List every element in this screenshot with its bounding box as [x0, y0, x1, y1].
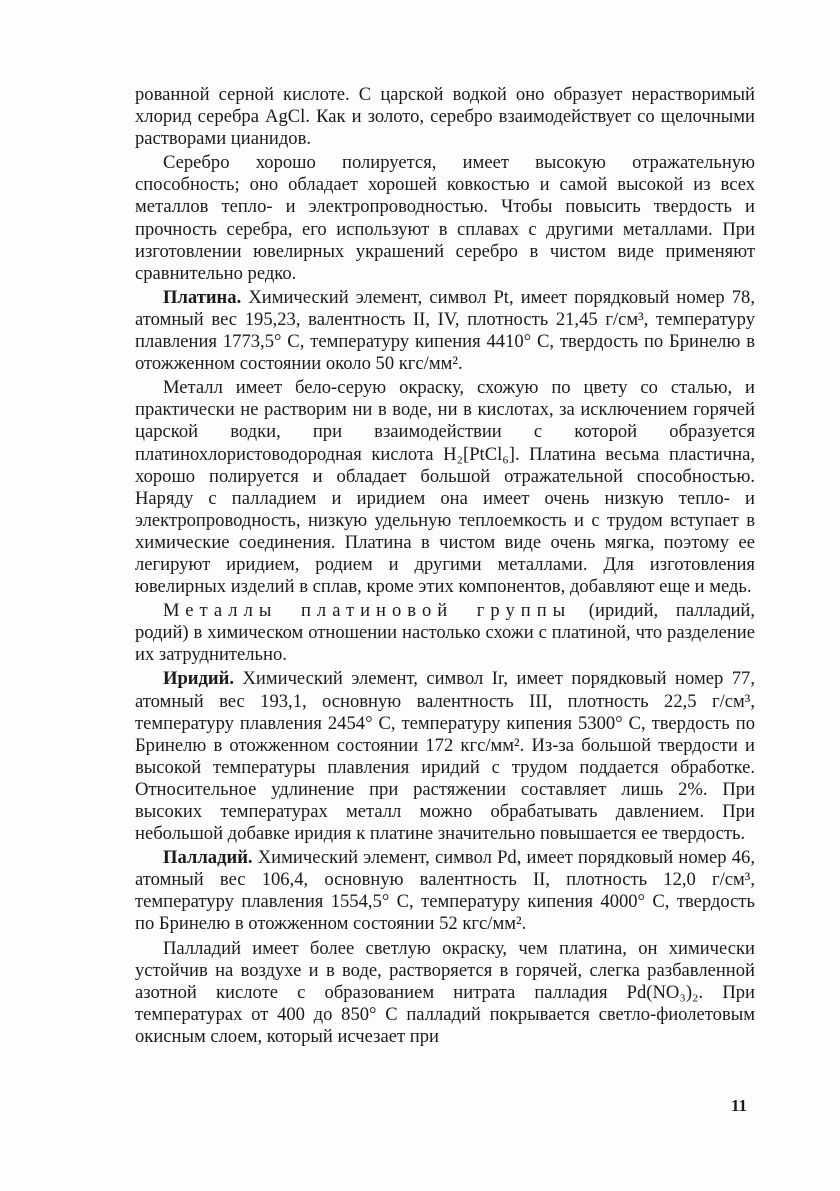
paragraph-platinum-properties: Металл имеет бело-серую окраску, схожую по цвету со сталью, и практически не растворим ни в воде, ни в кислотах, за исключением горячей царской водки, при взаимодействии с которой образуется платинохлористоводородная кислота H₂[PtCl₆]. Платина весьма пластична, хорошо полируется и обладает большой отражательной способностью. Наряду с палладием и иридием она имеет очень низкую тепло- и электропроводность, низкую удельную теплоемкость и с трудом вступает в химические соединения. Платина в чистом виде очень мягка, поэтому ее легируют иридием, родием и другими металлами. Для изготовления ювелирных изделий в сплав, кроме этих компонентов, добавляют еще и медь.	[135, 377, 755, 598]
paragraph-iridium: Иридий. Химический элемент, символ Ir, имеет порядковый номер 77, атомный вес 193,1, основную валентность III, плотность 22,5 г/см³, температуру плавления 2454° С, температуру кипения 5300° С, твердость по Бринелю в отожженном состоянии 172 кгс/мм². Из-за большой твердости и высокой температуры плавления иридий с трудом поддается обработке. Относительное удлинение при растяжении составляет лишь 2%. При высоких температурах металл можно обрабатывать давлением. При небольшой добавке иридия к платине значительно повышается ее твердость.	[135, 668, 755, 845]
term-platinum-group: Металлы платиновой группы	[163, 600, 572, 622]
term-palladium: Палладий.	[163, 847, 253, 869]
body-text	[135, 84, 755, 1048]
paragraph-silver-properties: Серебро хорошо полируется, имеет высокую отражательную способность; оно обладает хорошей ковкостью и самой высокой из всех металлов тепло- и электропроводностью. Чтобы повысить твердость и прочность серебра, его используют в сплавах с другими металлами. При изготовлении ювелирных украшений серебро в чистом виде применяют сравнительно редко.	[135, 152, 755, 284]
paragraph-palladium-properties: Палладий имеет более светлую окраску, чем платина, он химически устойчив на воздухе и в воде, растворяется в горячей, слегка разбавленной азотной кислоте с образованием нитрата палладия Pd(NO₃)₂. При температурах от 400 до 850° С палладий покрывается светло-фиолетовым окисным слоем, который исчезает при	[135, 937, 755, 1047]
term-iridium: Иридий.	[163, 668, 234, 690]
paragraph-platinum-data: Платина. Химический элемент, символ Pt, имеет порядковый номер 78, атомный вес 195,23, валентность II, IV, плотность 21,45 г/см³, температуру плавления 1773,5° С, температуру кипения 4410° С, твердость по Бринелю в отожженном состоянии около 50 кгс/мм².	[135, 286, 755, 375]
page-number: 11	[731, 1096, 748, 1115]
paragraph-silver-acids: рованной серной кислоте. С царской водкой оно образует нерастворимый хлорид серебра AgCl. Как и золото, серебро взаимодействует со щелочными растворами цианидов.	[135, 84, 755, 150]
paragraph-palladium-data: Палладий. Химический элемент, символ Pd, имеет порядковый номер 46, атомный вес 106,4, основную валентность II, плотность 12,0 г/см³, температуру плавления 1554,5° С, температуру кипения 4000° С, твердость по Бринелю в отожженном состоянии 52 кгс/мм².	[135, 847, 755, 935]
paragraph-platinum-group: Металлы платиновой группы (иридий, палладий, родий) в химическом отношении настолько схожи с платиной, что разделение их затруднительно.	[135, 600, 756, 666]
term-platinum: Платина.	[163, 286, 242, 308]
